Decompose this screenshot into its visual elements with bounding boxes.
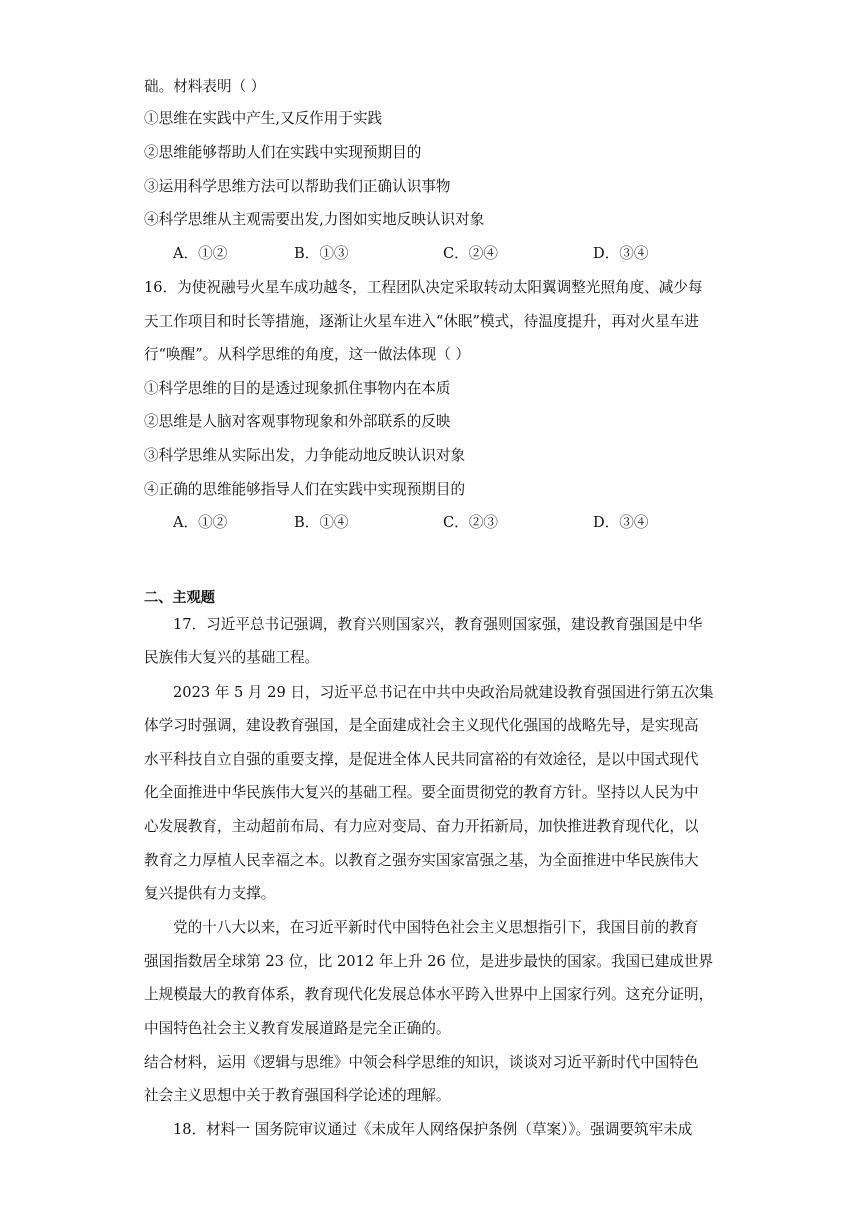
q15-statement-1: ①思维在实践中产生,又反作用于实践 — [144, 110, 383, 127]
q17-material-line-7: 复兴提供有力支撑。 — [144, 885, 276, 902]
q17-material2-line-2: 强国指数居全球第 23 位，比 2012 年上升 26 位，是进步最快的国家。我国已建成世界 — [144, 953, 714, 970]
q15-stem-tail: 础。材料表明（ ） — [144, 78, 266, 95]
q17-material-line-3: 水平科技自立自强的重要支撑，是促进全体人民共同富裕的有效途径，是以中国式现代 — [144, 751, 699, 768]
q16-option-d: D．③④ — [593, 514, 649, 531]
q17-material-line-4: 化全面推进中华民族伟大复兴的基础工程。要全面贯彻党的教育方针。坚持以人民为中 — [144, 784, 699, 801]
q15-option-b: B．①③ — [294, 245, 349, 262]
q15-statement-4: ④科学思维从主观需要出发,力图如实地反映认识对象 — [144, 211, 485, 228]
q17-material-line-2: 体学习时强调，建设教育强国，是全面建成社会主义现代化强国的战略先导，是实现高 — [144, 717, 699, 734]
q17-material2-line-1: 党的十八大以来，在习近平新时代中国特色社会主义思想指引下，我国目前的教育 — [173, 919, 699, 936]
q17-material-line-1: 2023 年 5 月 29 日，习近平总书记在中共中央政治局就建设教育强国进行第五次集 — [173, 684, 714, 701]
q15-option-c: C．②④ — [443, 245, 498, 262]
q17-intro-line-1: 17．习近平总书记强调，教育兴则国家兴，教育强则国家强，建设教育强国是中华 — [173, 616, 703, 633]
q16-statement-4: ④正确的思维能够指导人们在实践中实现预期目的 — [144, 481, 466, 498]
q17-intro-line-2: 民族伟大复兴的基础工程。 — [144, 649, 320, 666]
q16-option-a: A．①② — [173, 514, 228, 531]
q16-stem-line-2: 天工作项目和时长等措施，逐渐让火星车进入“休眠”模式，待温度提升，再对火星车进 — [144, 313, 699, 330]
q17-material2-line-3: 上规模最大的教育体系，教育现代化发展总体水平跨入世界中上国家行列。这充分证明， — [144, 986, 714, 1003]
q16-stem-line-1: 16．为使祝融号火星车成功越冬，工程团队决定采取转动太阳翼调整光照角度、减少每 — [144, 279, 703, 296]
q15-statement-3: ③运用科学思维方法可以帮助我们正确认识事物 — [144, 178, 451, 195]
q17-material-line-6: 教育之力厚植人民幸福之本。以教育之强夯实国家富强之基，为全面推进中华民族伟大 — [144, 852, 699, 869]
q17-question-line-2: 社会主义思想中关于教育强国科学论述的理解。 — [144, 1087, 451, 1104]
q15-option-d: D．③④ — [593, 245, 649, 262]
q15-statement-2: ②思维能够帮助人们在实践中实现预期目的 — [144, 144, 422, 161]
section-heading: 二、主观题 — [144, 590, 215, 606]
q17-material2-line-4: 中国特色社会主义教育发展道路是完全正确的。 — [144, 1020, 451, 1037]
q16-option-c: C．②③ — [443, 514, 498, 531]
q16-statement-2: ②思维是人脑对客观事物现象和外部联系的反映 — [144, 413, 451, 430]
q17-material-line-5: 心发展教育，主动超前布局、有力应对变局、奋力开拓新局，加快推进教育现代化，以 — [144, 818, 699, 835]
q17-question-line-1: 结合材料，运用《逻辑与思维》中领会科学思维的知识，谈谈对习近平新时代中国特色 — [144, 1054, 699, 1071]
q16-option-b: B．①④ — [294, 514, 349, 531]
q16-statement-1: ①科学思维的目的是透过现象抓住事物内在本质 — [144, 380, 451, 397]
q16-stem-line-3: 行“唤醒”。从科学思维的角度，这一做法体现（ ） — [144, 346, 471, 363]
q16-statement-3: ③科学思维从实际出发，力争能动地反映认识对象 — [144, 447, 466, 464]
q15-option-a: A．①② — [173, 245, 228, 262]
q18-first-line: 18．材料一 国务院审议通过《未成年人网络保护条例（草案）》。强调要筑牢未成 — [173, 1121, 693, 1138]
